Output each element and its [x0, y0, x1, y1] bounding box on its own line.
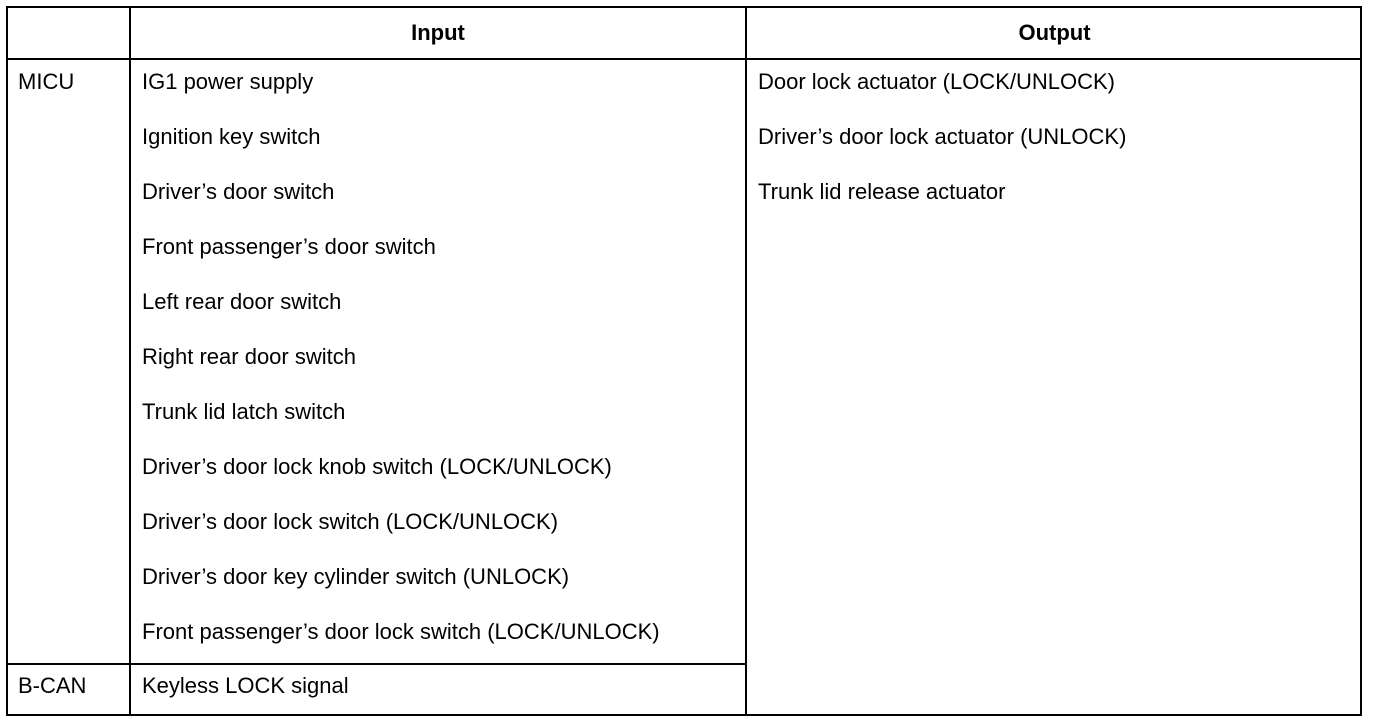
- output-item: Trunk lid release actuator: [758, 179, 1006, 204]
- input-item: Driver’s door lock switch (LOCK/UNLOCK): [142, 509, 559, 534]
- input-item: Front passenger’s door switch: [142, 234, 436, 259]
- output-item: Driver’s door lock actuator (UNLOCK): [758, 124, 1127, 149]
- input-item: Driver’s door lock knob switch (LOCK/UNLOCK): [142, 454, 612, 479]
- row-label-micu: MICU: [18, 69, 75, 94]
- row-label-bcan: B-CAN: [18, 673, 87, 698]
- output-item: Door lock actuator (LOCK/UNLOCK): [758, 69, 1115, 94]
- input-column-header: Input: [411, 20, 465, 45]
- input-item: Driver’s door switch: [142, 179, 335, 204]
- input-item: Driver’s door key cylinder switch (UNLOCK): [142, 564, 570, 589]
- column-divider: [129, 8, 131, 714]
- input-item: Left rear door switch: [142, 289, 342, 314]
- io-table: [6, 6, 1362, 716]
- input-item: Ignition key switch: [142, 124, 321, 149]
- output-column-header: Output: [1018, 20, 1091, 45]
- input-item: Keyless LOCK signal: [142, 673, 349, 698]
- output-list: [758, 68, 1126, 233]
- input-item: Trunk lid latch switch: [142, 399, 346, 424]
- header-divider: [8, 58, 1360, 60]
- input-item: Right rear door switch: [142, 344, 356, 369]
- micu-input-list: [142, 68, 660, 673]
- input-item: Front passenger’s door lock switch (LOCK/UNLOCK): [142, 619, 660, 644]
- column-divider: [745, 8, 747, 714]
- bcan-input-list: [142, 672, 349, 727]
- input-item: IG1 power supply: [142, 69, 314, 94]
